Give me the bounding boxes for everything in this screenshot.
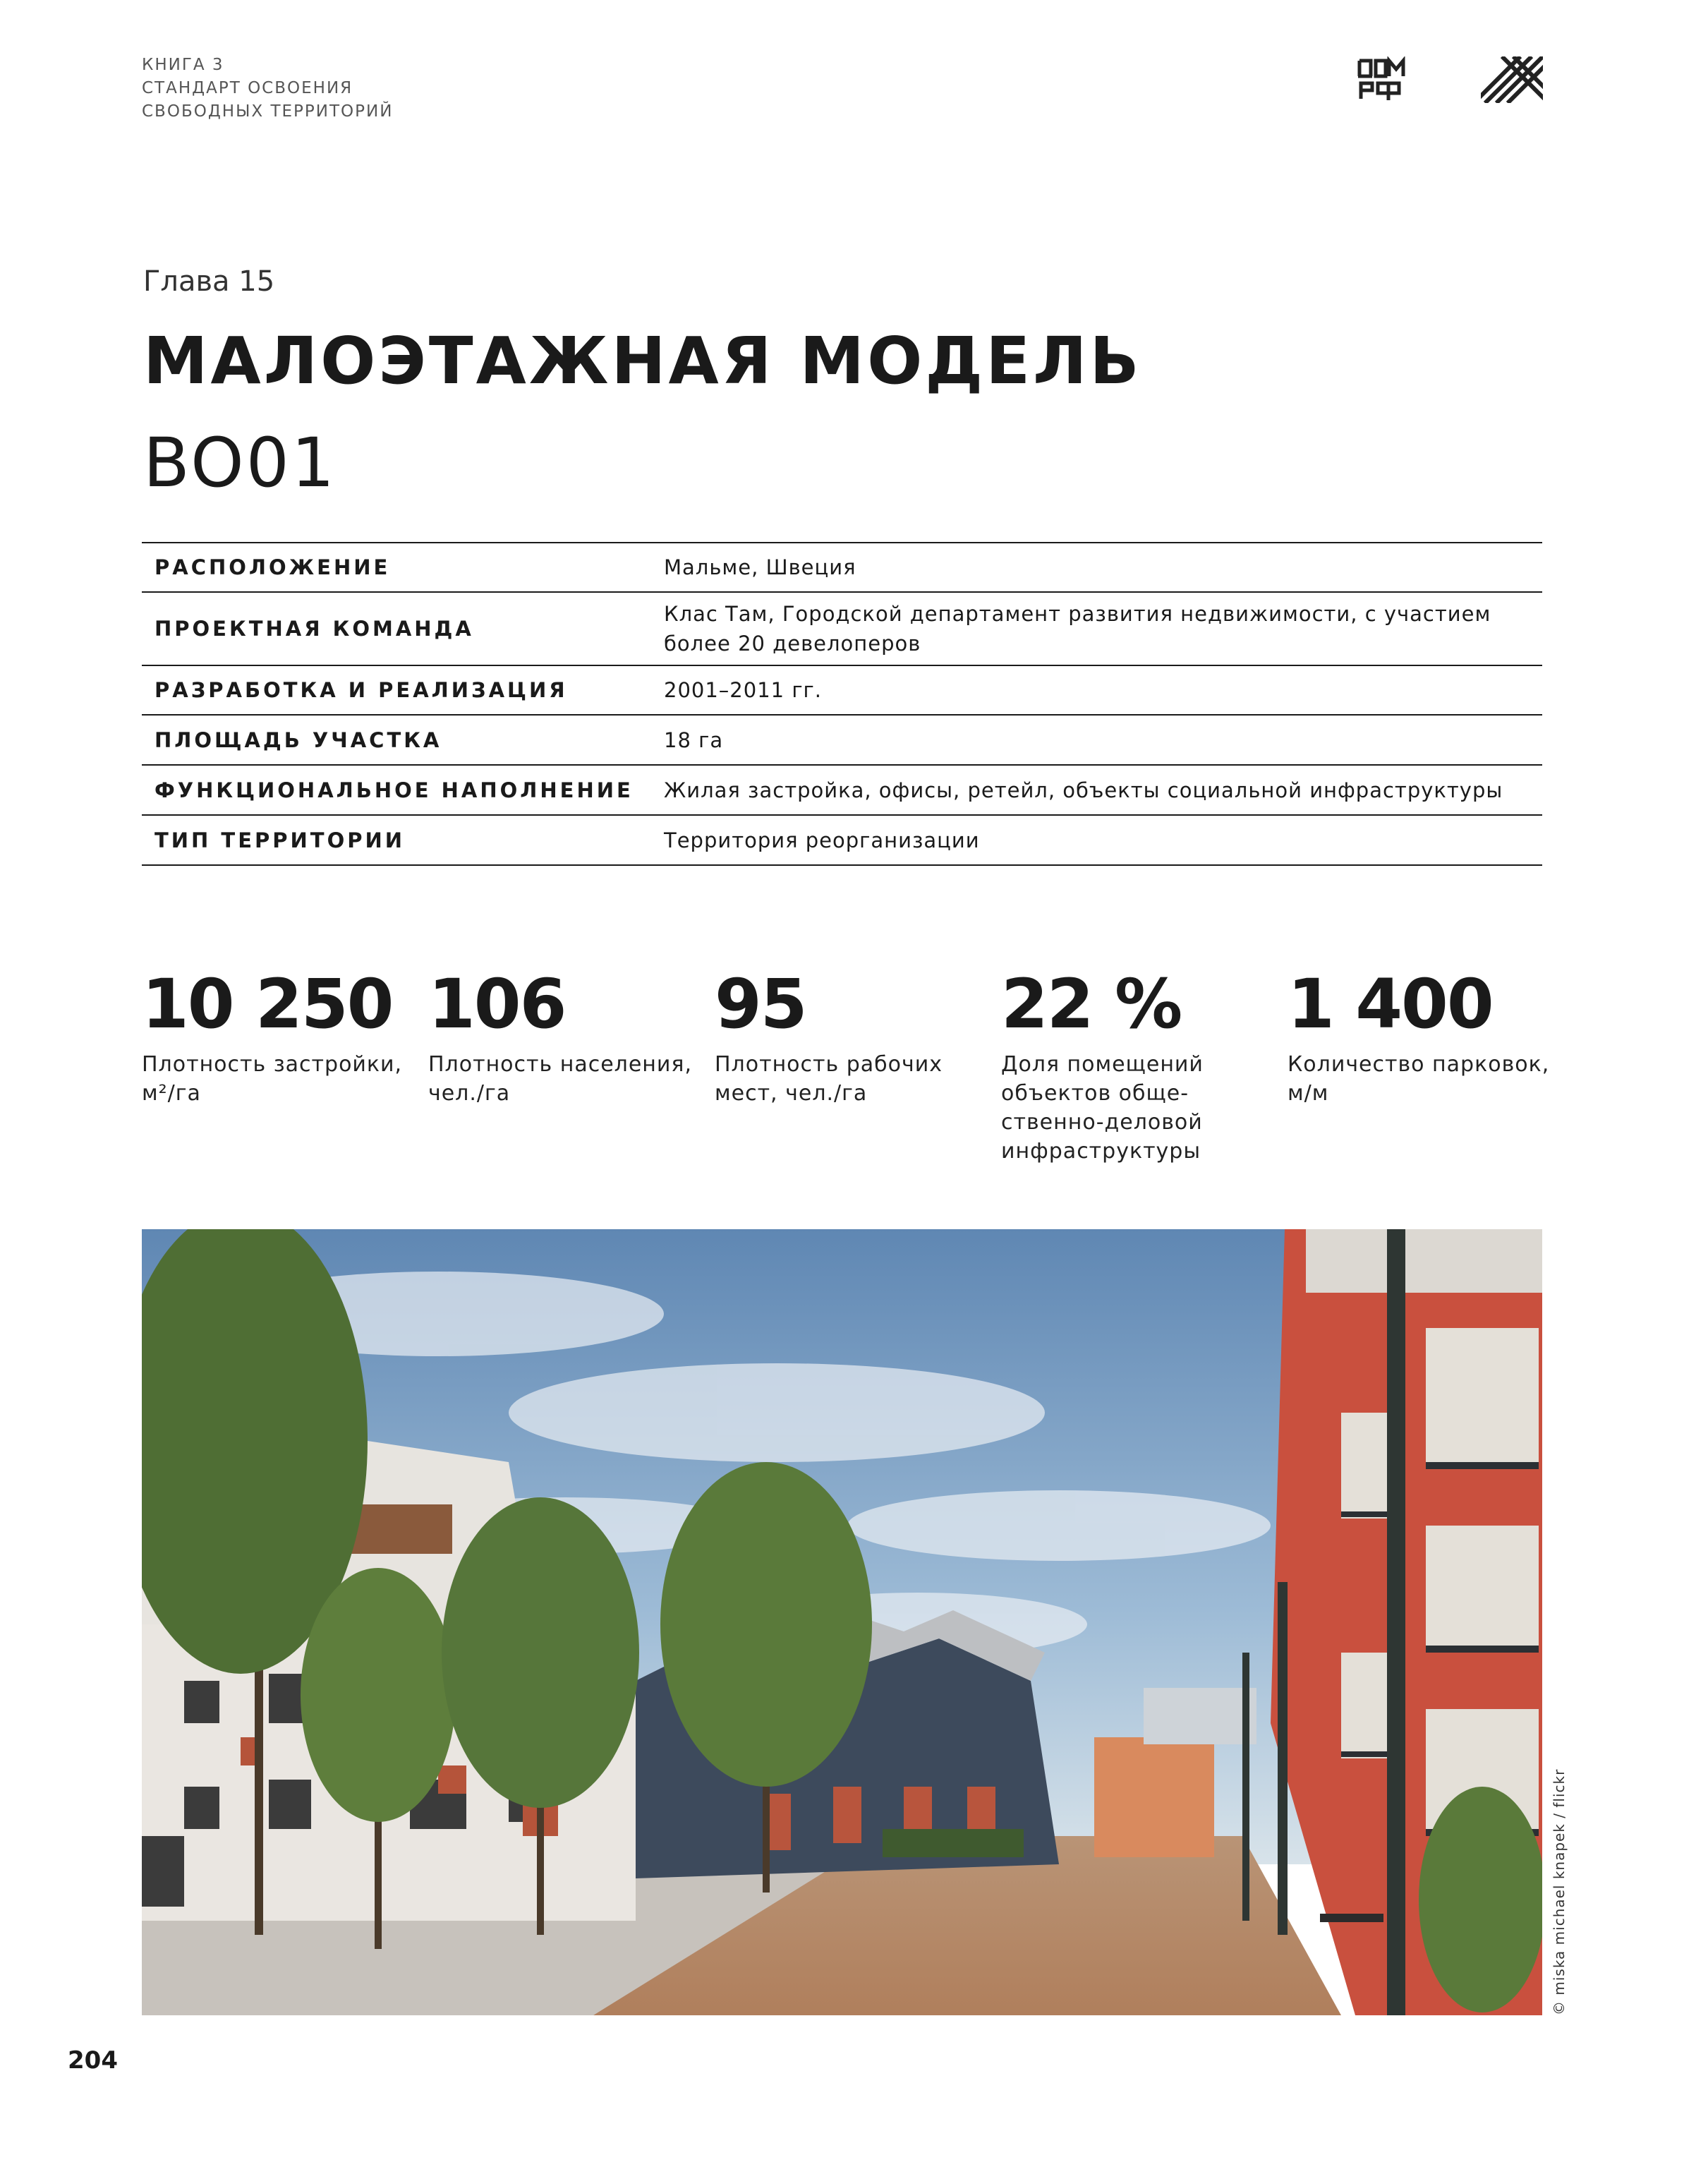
stat-label: Плотность застройки, м²/га	[142, 1052, 403, 1106]
page-title: МАЛОЭТАЖНАЯ МОДЕЛЬ	[143, 323, 1142, 399]
diagonal-hatch-logo	[1481, 56, 1543, 103]
row-value: Жилая застройка, офисы, ретейл, объекты социальной инфраструктуры	[651, 765, 1542, 815]
stat-value: 10 250	[142, 965, 393, 1044]
row-value: Клас Там, Городской департамент развития недвижимости, с участием более 20 девелоперов	[651, 592, 1542, 665]
row-value: 18 га	[651, 715, 1542, 765]
lamp-post	[1278, 1582, 1288, 1935]
chapter-label: Глава 15	[143, 265, 275, 298]
distant-buildings	[1094, 1737, 1214, 1857]
lamp-post	[1387, 1229, 1405, 2015]
bench	[1320, 1914, 1383, 1922]
hedge	[883, 1829, 1024, 1857]
row-key: ТИП ТЕРРИТОРИИ	[142, 815, 651, 865]
stat-block	[1288, 965, 1556, 1108]
distant-buildings-upper	[1144, 1688, 1256, 1744]
row-value: Территория реорганизации	[651, 815, 1542, 865]
table-row	[142, 543, 1542, 592]
row-value: 2001–2011 гг.	[651, 665, 1542, 715]
photo-credit: © miska michael knapek / flickr	[1551, 1768, 1568, 2015]
book-header-line-2: СТАНДАРТ ОСВОЕНИЯ	[142, 79, 353, 97]
row-key: ПРОЕКТНАЯ КОМАНДА	[142, 592, 651, 665]
stat-block	[715, 965, 983, 1108]
stat-block	[428, 965, 696, 1108]
stat-value: 22 %	[1001, 965, 1182, 1044]
stat-label: Плотность рабочих мест, чел./га	[715, 1052, 943, 1106]
stat-label: Количество парковок, м/м	[1288, 1052, 1550, 1106]
stat-value: 106	[428, 965, 566, 1044]
red-building-upper	[1306, 1229, 1542, 1293]
stat-value: 1 400	[1288, 965, 1493, 1044]
book-header-line-3: СВОБОДНЫХ ТЕРРИТОРИЙ	[142, 102, 394, 121]
table-row	[142, 815, 1542, 865]
dom-rf-logo	[1357, 56, 1407, 103]
stat-label: Плотность населения, чел./га	[428, 1052, 692, 1106]
street-photo-illustration	[142, 1229, 1542, 2015]
project-info-table	[142, 542, 1542, 866]
table-row	[142, 765, 1542, 815]
stat-block	[142, 965, 410, 1108]
row-key: РАСПОЛОЖЕНИЕ	[142, 543, 651, 592]
table-row	[142, 592, 1542, 665]
stat-value: 95	[715, 965, 806, 1044]
project-code: BO01	[143, 423, 337, 502]
street-photo	[142, 1229, 1542, 2015]
stat-label: Доля помещений объектов обще-ственно-деловой инфраструктуры	[1001, 1052, 1204, 1164]
page-number: 204	[68, 2046, 118, 2075]
book-header-line-1: КНИГА 3	[142, 56, 224, 74]
table-row	[142, 665, 1542, 715]
lamp-post	[1242, 1653, 1249, 1921]
row-value: Мальме, Швеция	[651, 543, 1542, 592]
row-key: РАЗРАБОТКА И РЕАЛИЗАЦИЯ	[142, 665, 651, 715]
row-key: ПЛОЩАДЬ УЧАСТКА	[142, 715, 651, 765]
table-row	[142, 715, 1542, 765]
stat-block	[1001, 965, 1269, 1166]
book-header	[142, 54, 393, 123]
row-key: ФУНКЦИОНАЛЬНОЕ НАПОЛНЕНИЕ	[142, 765, 651, 815]
